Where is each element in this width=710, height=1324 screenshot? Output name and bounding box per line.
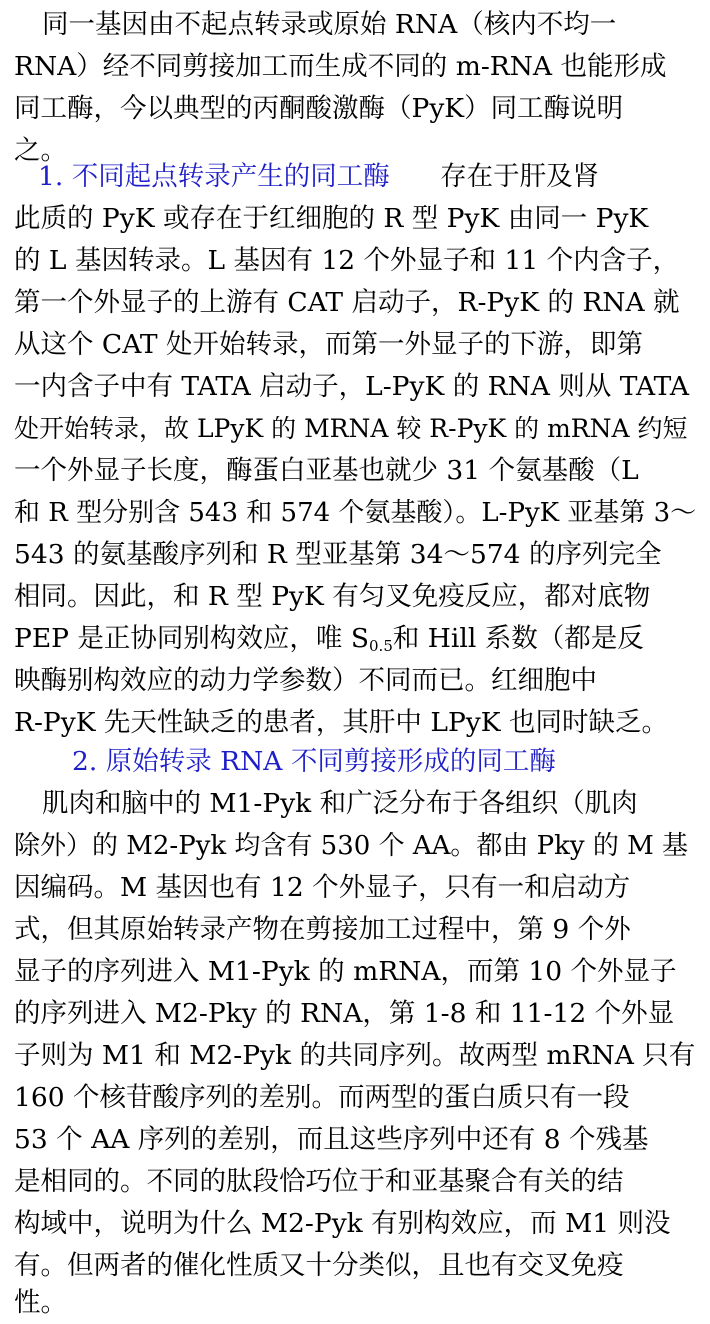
s05-line-after: 和 Hill 系数（都是反 (392, 623, 644, 654)
paragraph-line: 的序列进入 M2-Pky 的 RNA，第 1-8 和 11-12 个外显 (14, 998, 675, 1029)
paragraph-line: 同一基因由不起点转录或原始 RNA（核内不均一 (42, 9, 617, 40)
paragraph-line: 53 个 AA 序列的差别，而且这些序列中还有 8 个残基 (14, 1124, 649, 1155)
paragraph-line: R-PyK 先天性缺乏的患者，其肝中 LPyK 也同时缺乏。 (14, 707, 668, 738)
paragraph-line: 映酶别构效应的动力学参数）不同而已。红细胞中 (14, 665, 597, 696)
paragraph-line: 和 R 型分别含 543 和 574 个氨基酸）。L-PyK 亚基第 3～ (14, 498, 697, 528)
section-2-heading: 2. 原始转录 RNA 不同剪接形成的同工酶 (72, 746, 556, 777)
paragraph-line-with-subscript (14, 618, 700, 660)
paragraph-line: 此质的 PyK 或存在于红细胞的 R 型 PyK 由同一 PyK (14, 203, 649, 234)
paragraph-line: RNA）经不同剪接加工而生成不同的 m-RNA 也能形成 (14, 51, 667, 82)
paragraph-line: 因编码。M 基因也有 12 个外显子，只有一和启动方 (14, 872, 631, 903)
s05-subscript: 0.5 (369, 637, 393, 655)
paragraph-line: 处开始转录，故 LPyK 的 MRNA 较 R-PyK 的 mRNA 约短 (14, 414, 688, 443)
paragraph-line: 543 的氨基酸序列和 R 型亚基第 34～574 的序列完全 (14, 539, 662, 570)
paragraph-line: 之。 (14, 135, 67, 166)
paragraph-line: 同工酶，今以典型的丙酮酸激酶（PyK）同工酶说明 (14, 93, 624, 124)
paragraph-line: 的 L 基因转录。L 基因有 12 个外显子和 11 个内含子， (14, 245, 680, 276)
paragraph-line: 性。 (14, 1287, 67, 1318)
paragraph-line: 相同。因此，和 R 型 PyK 有匀叉免疫反应，都对底物 (14, 581, 651, 612)
section-heading-line (38, 156, 702, 198)
paragraph-line: 一个外显子长度，酶蛋白亚基也就少 31 个氨基酸（L (14, 455, 639, 486)
paragraph-line: 是相同的。不同的肽段恰巧位于和亚基聚合有关的结 (14, 1166, 624, 1197)
section-1-heading-rest: 存在于肝及肾 (440, 161, 600, 192)
section-1-heading: 1. 不同起点转录产生的同工酶 (38, 161, 390, 192)
paragraph-line: 有。但两者的催化性质又十分类似，且也有交叉免疫 (14, 1250, 624, 1281)
paragraph-line: 显子的序列进入 M1-Pyk 的 mRNA，而第 10 个外显子 (14, 956, 677, 987)
paragraph-line: 式，但其原始转录产物在剪接加工过程中，第 9 个外 (14, 914, 631, 945)
paragraph-line: 构域中，说明为什么 M2-Pyk 有别构效应，而 M1 则没 (14, 1208, 671, 1239)
paragraph-line: 第一个外显子的上游有 CAT 启动子，R-PyK 的 RNA 就 (14, 287, 680, 318)
paragraph-line: 从这个 CAT 处开始转录，而第一外显子的下游，即第 (14, 329, 643, 360)
paragraph-line: 一内含子中有 TATA 启动子，L-PyK 的 RNA 则从 TATA (14, 371, 690, 402)
paragraph-line: 肌肉和脑中的 M1-Pyk 和广泛分布于各组织（肌肉 (42, 788, 638, 819)
s05-line-before: PEP 是正协同别构效应，唯 S (14, 623, 370, 654)
paragraph-line: 子则为 M1 和 M2-Pyk 的共同序列。故两型 mRNA 只有 (14, 1040, 696, 1071)
paragraph-line: 160 个核苷酸序列的差别。而两型的蛋白质只有一段 (14, 1082, 630, 1113)
paragraph-line: 除外）的 M2-Pyk 均含有 530 个 AA。都由 Pky 的 M 基 (14, 831, 689, 861)
